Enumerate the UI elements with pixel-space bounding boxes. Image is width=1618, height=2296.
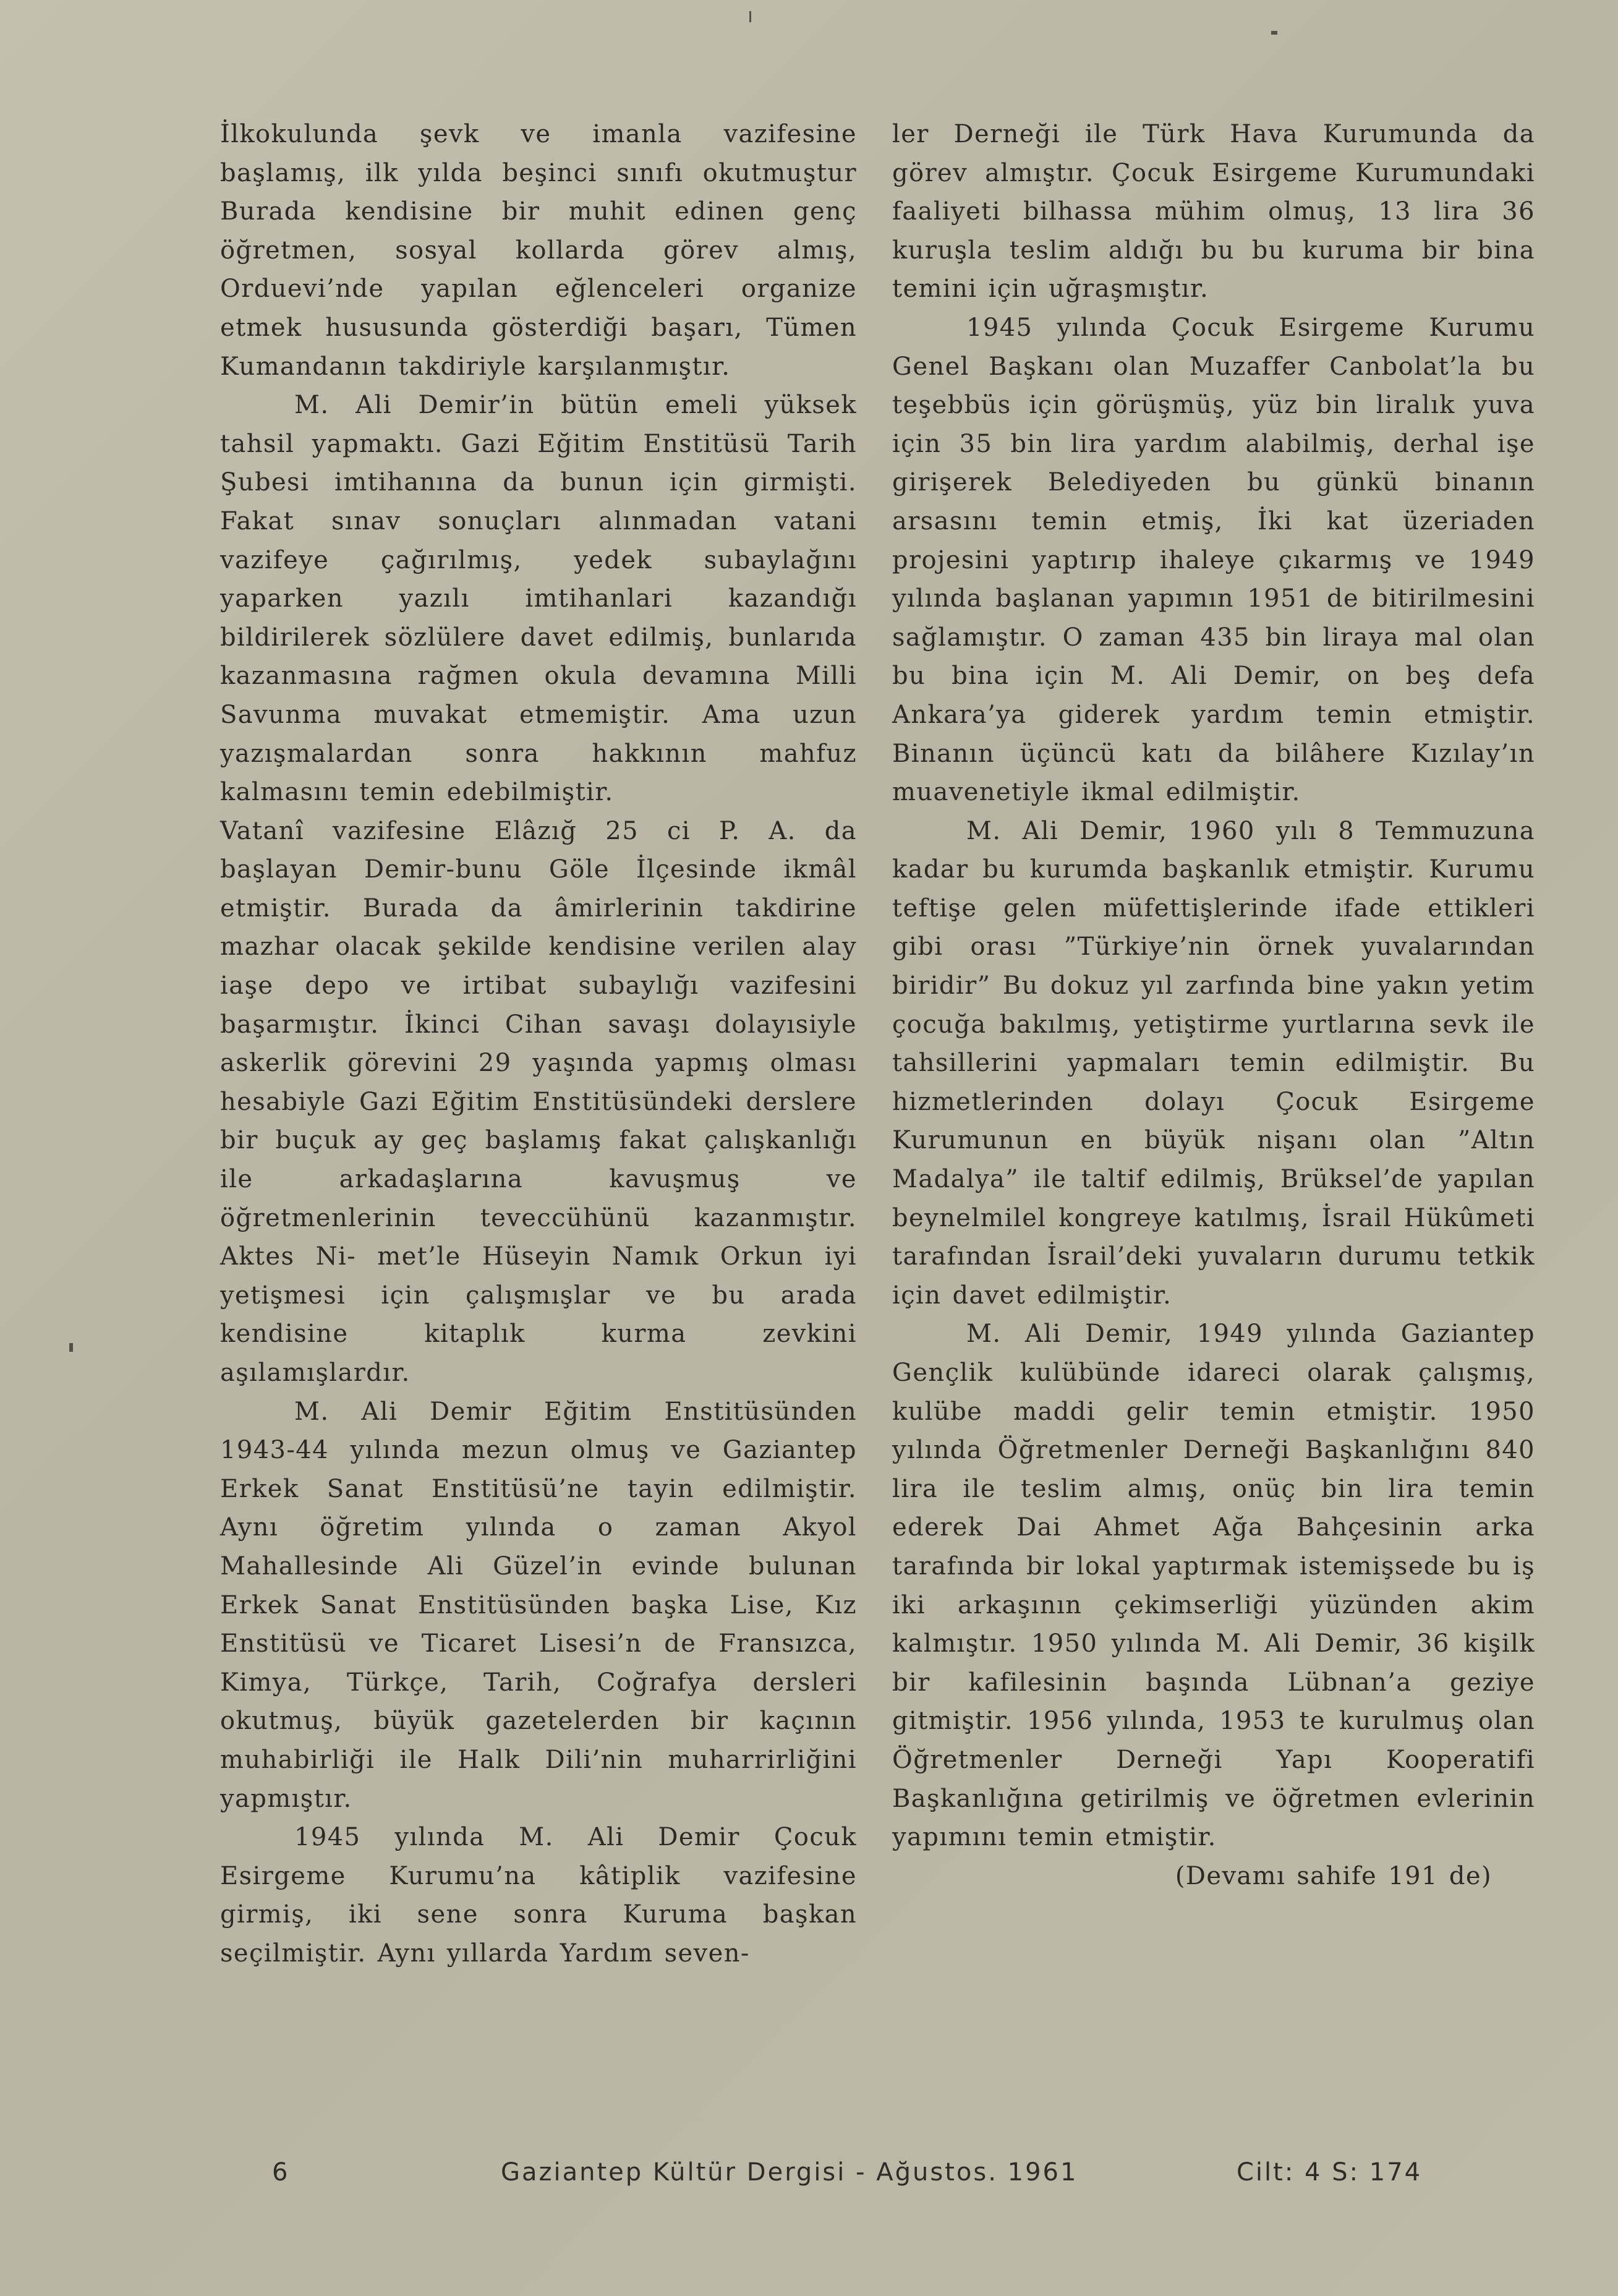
right-column <box>892 115 1535 1895</box>
continued-note: (Devamı sahife 191 de) <box>1175 1861 1492 1890</box>
right-paragraph-2: 1945 yılında Çocuk Esirgeme Kurumu Genel Başkanı olan Muzaffer Canbolat’la bu teşebbüs için görüşmüş, yüz bin liralık yuva için 35 bin lira yardım alabilmiş, derhal işe girişerek Belediyeden bu günkü binanın arsasını temin etmiş, İki kat üzeriaden projesini yaptırıp ihaleye çıkarmış ve 1949 yılında başlanan yapımın 1951 de bitirilmesini sağlamıştır. O zaman 435 bin liraya mal olan bu bina için M. Ali Demir, on beş defa Ankara’ya giderek yardım temin etmiştir. Binanın üçüncü katı da bilâhere Kızılay’ın muavenetiyle ikmal edilmiştir. <box>892 313 1535 807</box>
right-paragraph-4: M. Ali Demir, 1949 yılında Gaziantep Gençlik kulübünde idareci olarak çalışmış, kulübe maddi gelir temin etmiştir. 1950 yılında Öğretmenler Derneği Başkanlığını 840 lira ile teslim almış, onüç bin lira temin ederek Dai Ahmet Ağa Bahçesinin arka tarafında bir lokal yaptırmak istemişsede bu iş iki arkaşının çekimserliği yüzünden akim kalmıştır. 1950 yılında M. Ali Demir, 36 kişilk bir kafilesinin başında Lübnan’a geziye gitmiştir. 1956 yılında, 1953 te kurulmuş olan Öğretmenler Derneği Yapı Kooperatifi Başkanlığına getirilmiş ve öğretmen evlerinin yapımını temin etmiştir. <box>892 1320 1535 1852</box>
page-number: 6 <box>272 2158 290 2187</box>
left-paragraph-3: Vatanî vazifesine Elâzığ 25 ci P. A. da başlayan Demir-bunu Göle İlçesinde ikmâl etmiştir. Burada da âmirlerinin takdirine mazhar olacak şekilde kendisine verilen alay iaşe depo ve irtibat subaylığı vazifesini başarmıştır. İkinci Cihan savaşı dolayısiyle askerlik görevini 29 yaşında yapmış olması hesabiyle Gazi Eğitim Enstitüsündeki derslere bir buçuk ay geç başlamış fakat çalışkanlığı ile arkadaşlarına kavuşmuş ve öğretmenlerinin teveccühünü kazanmıştır. Aktes Ni- met’le Hüseyin Namık Orkun iyi yetişmesi için çalışmışlar ve bu arada kendisine kitaplık kurma zevkini aşılamışlardır. <box>220 816 857 1387</box>
left-paragraph-1: İlkokulunda şevk ve imanla vazifesine başlamış, ilk yılda beşinci sınıfı okutmuştur Burada kendisine bir muhit edinen genç öğretmen, sosyal kollarda görev almış, Orduevi’nde yapılan eğlenceleri organize etmek hususunda gösterdiği başarı, Tümen Kumandanın takdiriyle karşılanmıştır. <box>220 120 857 381</box>
print-speck <box>749 11 751 22</box>
right-paragraph-1: ler Derneği ile Türk Hava Kurumunda da görev almıştır. Çocuk Esirgeme Kurumundaki faaliyeti bilhassa mühim olmuş, 13 lira 36 kuruşla teslim aldığı bu bu kuruma bir bina temini için uğraşmıştır. <box>892 120 1535 304</box>
print-speck <box>69 1343 73 1352</box>
left-paragraph-4: M. Ali Demir Eğitim Enstitüsünden 1943-44 yılında mezun olmuş ve Gaziantep Erkek Sanat Enstitüsü’ne tayin edilmiştir. Aynı öğretim yılında o zaman Akyol Mahallesinde Ali Güzel’in evinde bulunan Erkek Sanat Enstitüsünden başka Lise, Kız Enstitüsü ve Ticaret Lisesi’n de Fransızca, Kimya, Türkçe, Tarih, Coğrafya dersleri okutmuş, büyük gazetelerden bir kaçının muhabirliği ile Halk Dili’nin muharrirliğini yapmıştır. <box>220 1397 857 1813</box>
print-speck <box>1271 31 1277 35</box>
left-column <box>220 115 857 1973</box>
left-paragraph-5: 1945 yılında M. Ali Demir Çocuk Esirgeme Kurumu’na kâtiplik vazifesine girmiş, iki sene sonra Kuruma başkan seçilmiştir. Aynı yıllarda Yardım seven- <box>220 1823 857 1968</box>
volume-issue: Cilt: 4 S: 174 <box>1237 2158 1423 2187</box>
left-paragraph-2: M. Ali Demir’in bütün emeli yüksek tahsil yapmaktı. Gazi Eğitim Enstitüsü Tarih Şubesi imtihanına da bunun için girmişti. Fakat sınav sonuçları alınmadan vatani vazifeye çağırılmış, yedek subaylağını yaparken yazılı imtihanlari kazandığı bildirilerek sözlülere davet edilmiş, bunlarıda kazanmasına rağmen okula devamına Milli Savunma muvakat etmemiştir. Ama uzun yazışmalardan sonra hakkının mahfuz kalmasını temin edebilmiştir. <box>220 391 857 807</box>
journal-line: Gaziantep Kültür Dergisi - Ağustos. 1961 <box>501 2158 1078 2187</box>
right-paragraph-3: M. Ali Demir, 1960 yılı 8 Temmuzuna kadar bu kurumda başkanlık etmiştir. Kurumu teftişe gelen müfettişlerinde ifade ettikleri gibi orası ”Türkiye’nin örnek yuvalarından biridir” Bu dokuz yıl zarfında bine yakın yetim çocuğa bakılmış, yetiştirme yurtlarına sevk ile tahsillerini yapmaları temin edilmiştir. Bu hizmetlerinden dolayı Çocuk Esirgeme Kurumunun en büyük nişanı olan ”Altın Madalya” ile taltif edilmiş, Brüksel’de yapılan beynelmilel kongreye katılmış, İsrail Hükûmeti tarafından İsrail’deki yuvaların durumu tetkik için davet edilmiştir. <box>892 816 1535 1310</box>
